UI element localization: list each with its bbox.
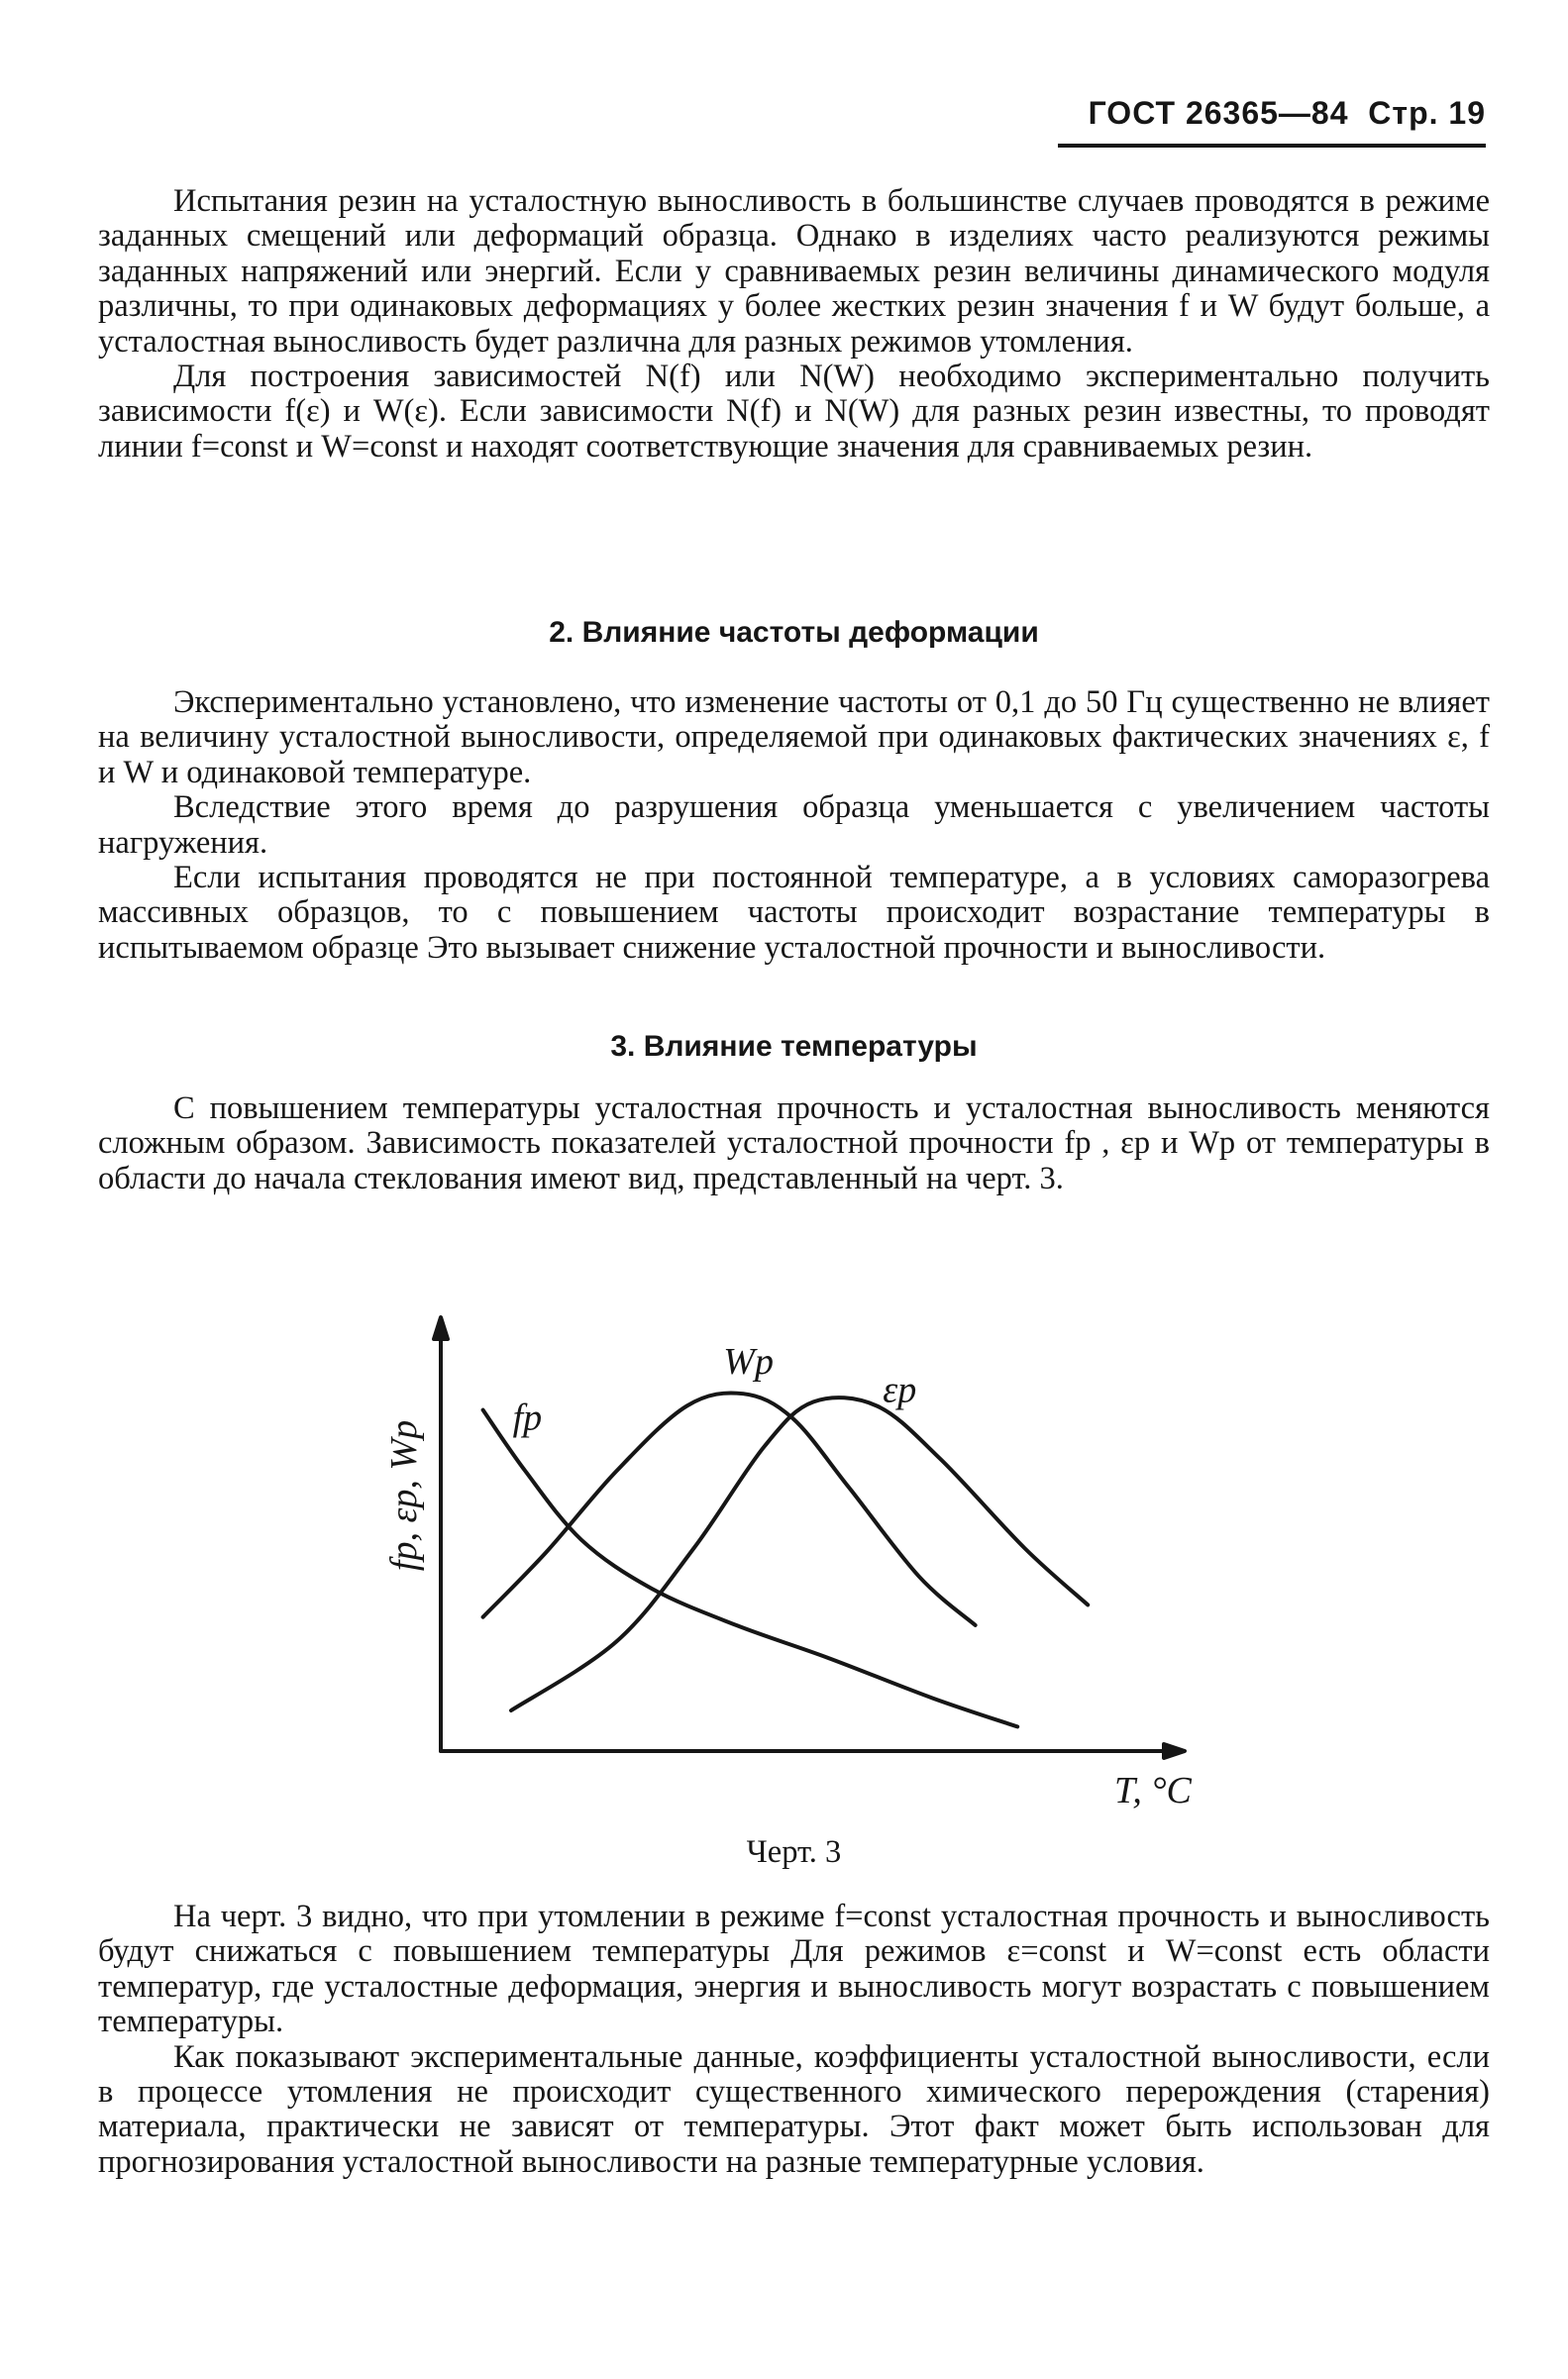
y-axis-arrowhead [434,1317,448,1339]
x-axis-label: T, °C [1114,1770,1192,1811]
page-header [1058,95,1486,132]
figure-caption: Черт. 3 [746,1834,842,1870]
series-label-wp: Wp [723,1341,774,1384]
paragraph: Как показывают экспериментальные данные, коэффициенты усталостной выносливости, если в процессе утомления не происходит существенного химического перерождения (старения) материала, практически не зависят от температуры. Этот факт может быть использован для прогнозирования усталостной выносливости на разные температурные условия. [98,2038,1490,2180]
paragraph: С повышением температуры усталостная прочность и усталостная выносливость меняются сложным образом. Зависимость показателей усталостной прочности fp , εp и Wp от температуры в области до начала стеклования имеют вид, представленный на черт. 3. [98,1090,1490,1196]
series-line-wp [483,1393,976,1624]
paragraph: На черт. 3 видно, что при утомлении в режиме f=const усталостная прочность и выносливость будут снижаться с повышением температуры Для режимов ε=const и W=const есть области температур, где усталостные деформация, энергия и выносливость могут возрастать с повышением температуры. [98,1899,1490,2040]
header-rule [1058,144,1486,148]
series-label-fp: fp [512,1396,543,1439]
series-label-ep: εp [883,1369,917,1411]
x-axis-arrowhead [1164,1744,1185,1758]
paragraph: Вследствие этого время до разрушения образца уменьшается с увеличением частоты нагружения. [98,789,1490,861]
paragraph: Если испытания проводятся не при постоянной температуре, а в условиях саморазогрева массивных образцов, то с повышением частоты происходит возрастание температуры в испытываемом образце Это вызывает снижение усталостной прочности и выносливости. [98,860,1490,966]
section-heading: 3. Влияние температуры [610,1030,978,1063]
chart-figure [357,1288,1228,1822]
section-heading: 2. Влияние частоты деформации [549,616,1039,649]
closing-text [98,1900,1490,2180]
paragraph: Испытания резин на усталостную выносливость в большинстве случаев проводятся в режиме заданных смещений или деформаций образца. Однако в изделиях часто реализуются режимы заданных напряжений или энергий. Если у сравниваемых резин величины динамического модуля различны, то при одинаковых деформациях у более жестких резин значения f и W будут больше, а усталостная выносливость будет различна для разных режимов утомления. [98,183,1490,360]
intro-text [98,184,1490,465]
paragraph: Экспериментально установлено, что изменение частоты от 0,1 до 50 Гц существенно не влияет на величину усталостной выносливости, определяемой при одинаковых фактических значениях ε, f и W и одинаковой температуре. [98,684,1490,790]
header-page-number: Стр. 19 [1368,95,1486,131]
header-standard: ГОСТ 26365—84 [1088,95,1349,131]
paragraph: Для построения зависимостей N(f) или N(W) необходимо экспериментально получить зависимости f(ε) и W(ε). Если зависимости N(f) и N(W) для разных резин известны, то проводят линии f=const и W=const и находят соответствующие значения для сравниваемых резин. [98,359,1490,465]
section-2-text [98,685,1490,966]
section-3-text [98,1091,1490,1196]
y-axis-label: fp, εp, Wp [383,1419,425,1572]
